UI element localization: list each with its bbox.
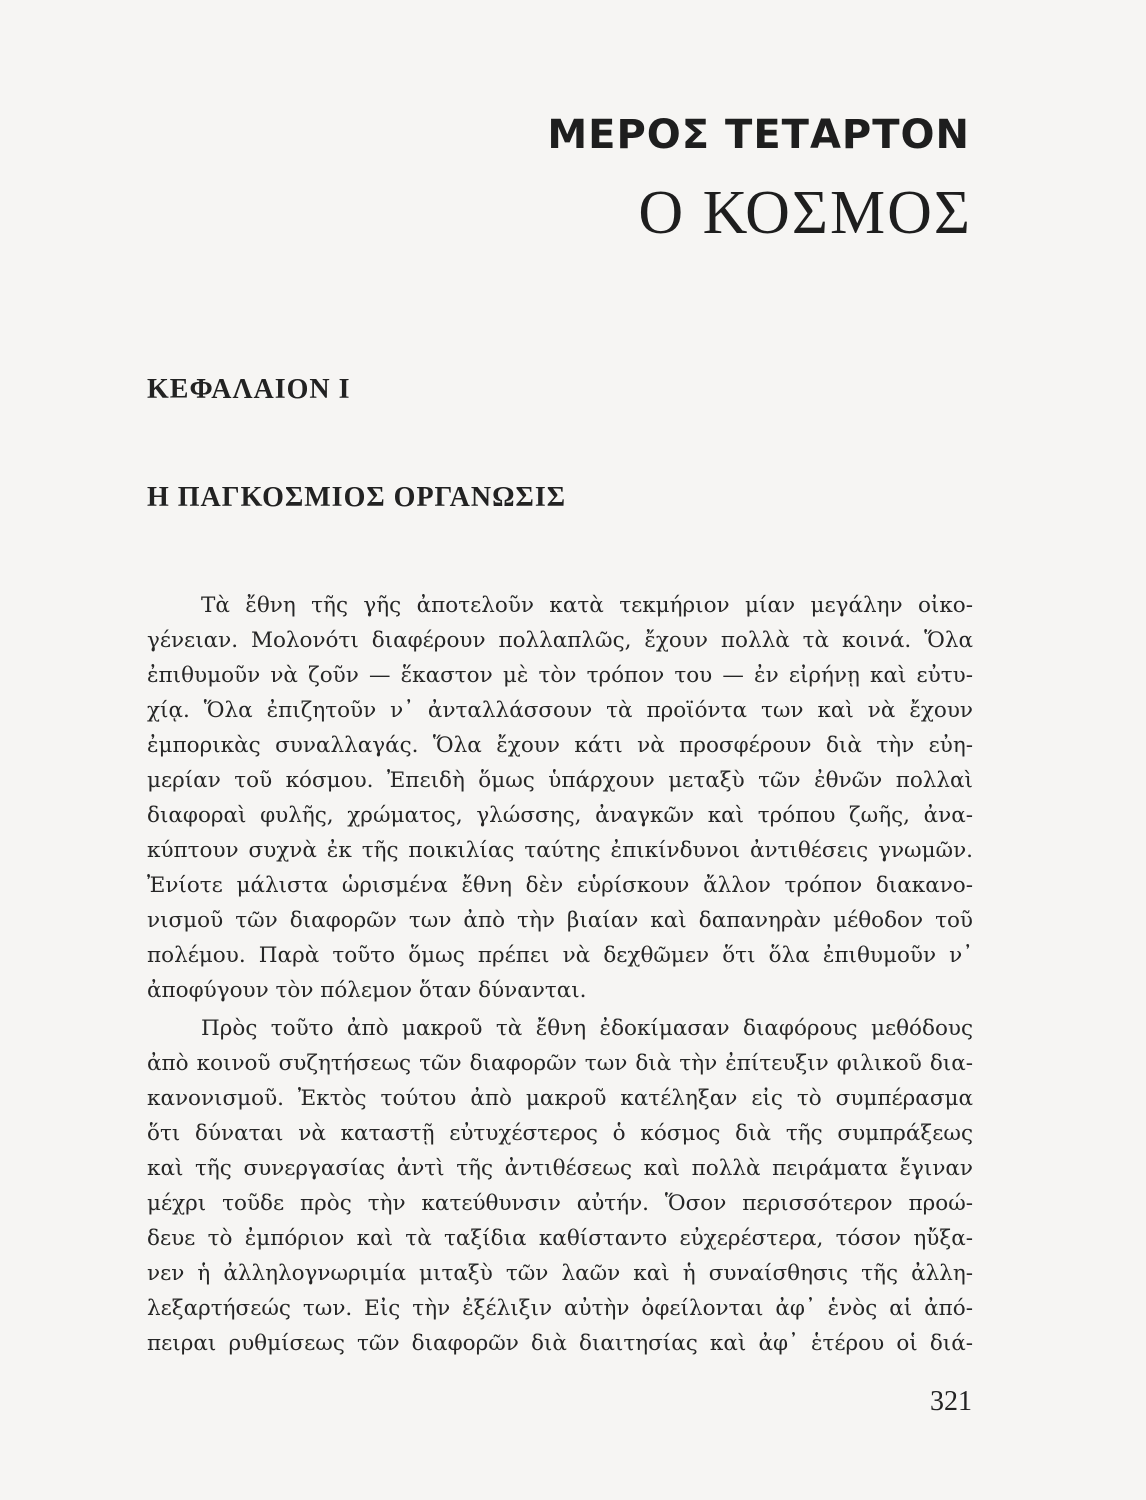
chapter-label: ΚΕΦΑΛΑΙΟΝ Ι xyxy=(147,374,351,405)
chapter-title: Η ΠΑΓΚΟΣΜΙΟΣ ΟΡΓΑΝΩΣΙΣ xyxy=(147,482,567,513)
text-line: νισμοῦ τῶν διαφορῶν των ἀπὸ τὴν βιαίαν καὶ δαπανηρὰν μέθοδον τοῦ xyxy=(147,908,973,933)
text-line: ὅτι δύναται νὰ καταστῇ εὐτυχέστερος ὁ κόσμος διὰ τῆς συμπράξεως xyxy=(147,1121,973,1146)
text-line: κύπτουν συχνὰ ἐκ τῆς ποικιλίας ταύτης ἐπικίνδυνοι ἀντιθέσεις γνωμῶν. xyxy=(147,838,973,863)
page-number: 321 xyxy=(930,1386,972,1417)
text-line: μέχρι τοῦδε πρὸς τὴν κατεύθυνσιν αὐτήν. Ὅσον περισσότερον προώ- xyxy=(147,1191,973,1216)
text-line: γένειαν. Μολονότι διαφέρουν πολλαπλῶς, ἔχουν πολλὰ τὰ κοινά. Ὅλα xyxy=(147,628,973,653)
text-line: καὶ τῆς συνεργασίας ἀντὶ τῆς ἀντιθέσεως καὶ πολλὰ πειράματα ἔγιναν xyxy=(147,1156,973,1181)
text-line: Ἐνίοτε μάλιστα ὡρισμένα ἔθνη δὲν εὑρίσκουν ἄλλον τρόπον διακανο- xyxy=(147,873,973,898)
text-line: δευε τὸ ἐμπόριον καὶ τὰ ταξίδια καθίσταντο εὐχερέστερα, τόσον ηὔξα- xyxy=(147,1226,973,1251)
text-line: ἐμπορικὰς συναλλαγάς. Ὅλα ἔχουν κάτι νὰ προσφέρουν διὰ τὴν εὐη- xyxy=(147,733,973,758)
text-line: Τὰ ἔθνη τῆς γῆς ἀποτελοῦν κατὰ τεκμήριον μίαν μεγάλην οἰκο- xyxy=(201,593,973,618)
text-line: ἀποφύγουν τὸν πόλεμον ὅταν δύνανται. xyxy=(147,978,587,1003)
paragraph-2 xyxy=(147,1011,973,1361)
part-title: Ο ΚΟΣΜΟΣ xyxy=(638,179,972,247)
text-line: μερίαν τοῦ κόσμου. Ἐπειδὴ ὅμως ὑπάρχουν μεταξὺ τῶν ἐθνῶν πολλαὶ xyxy=(147,768,973,793)
text-line: ἐπιθυμοῦν νὰ ζοῦν — ἕκαστον μὲ τὸν τρόπον του — ἐν εἰρήνῃ καὶ εὐτυ- xyxy=(147,663,973,688)
text-line: χίᾳ. Ὅλα ἐπιζητοῦν ν᾽ ἀνταλλάσσουν τὰ προϊόντα των καὶ νὰ ἔχουν xyxy=(147,698,973,723)
text-line: Πρὸς τοῦτο ἀπὸ μακροῦ τὰ ἔθνη ἐδοκίμασαν διαφόρους μεθόδους xyxy=(201,1016,973,1041)
part-heading: ΜΕΡΟΣ ΤΕΤΑΡΤΟΝ xyxy=(547,112,970,158)
text-line: ἀπὸ κοινοῦ συζητήσεως τῶν διαφορῶν των διὰ τὴν ἐπίτευξιν φιλικοῦ δια- xyxy=(147,1051,973,1076)
text-line: νεν ἡ ἀλληλογνωριμία μιταξὺ τῶν λαῶν καὶ ἡ συναίσθησις τῆς ἀλλη- xyxy=(147,1261,973,1286)
text-line: διαφοραὶ φυλῆς, χρώματος, γλώσσης, ἀναγκῶν καὶ τρόπου ζωῆς, ἀνα- xyxy=(147,803,973,828)
text-line: πειραι ρυθμίσεως τῶν διαφορῶν διὰ διαιτησίας καὶ ἀφ᾽ ἑτέρου οἱ διά- xyxy=(147,1331,973,1356)
text-line: κανονισμοῦ. Ἐκτὸς τούτου ἀπὸ μακροῦ κατέληξαν εἰς τὸ συμπέρασμα xyxy=(147,1086,973,1111)
paragraph-1 xyxy=(147,588,973,1008)
text-line: λεξαρτήσεώς των. Εἰς τὴν ἐξέλιξιν αὐτὴν ὀφείλονται ἀφ᾽ ἑνὸς αἱ ἀπό- xyxy=(147,1296,973,1321)
text-line: πολέμου. Παρὰ τοῦτο ὅμως πρέπει νὰ δεχθῶμεν ὅτι ὅλα ἐπιθυμοῦν ν᾽ xyxy=(147,943,973,968)
